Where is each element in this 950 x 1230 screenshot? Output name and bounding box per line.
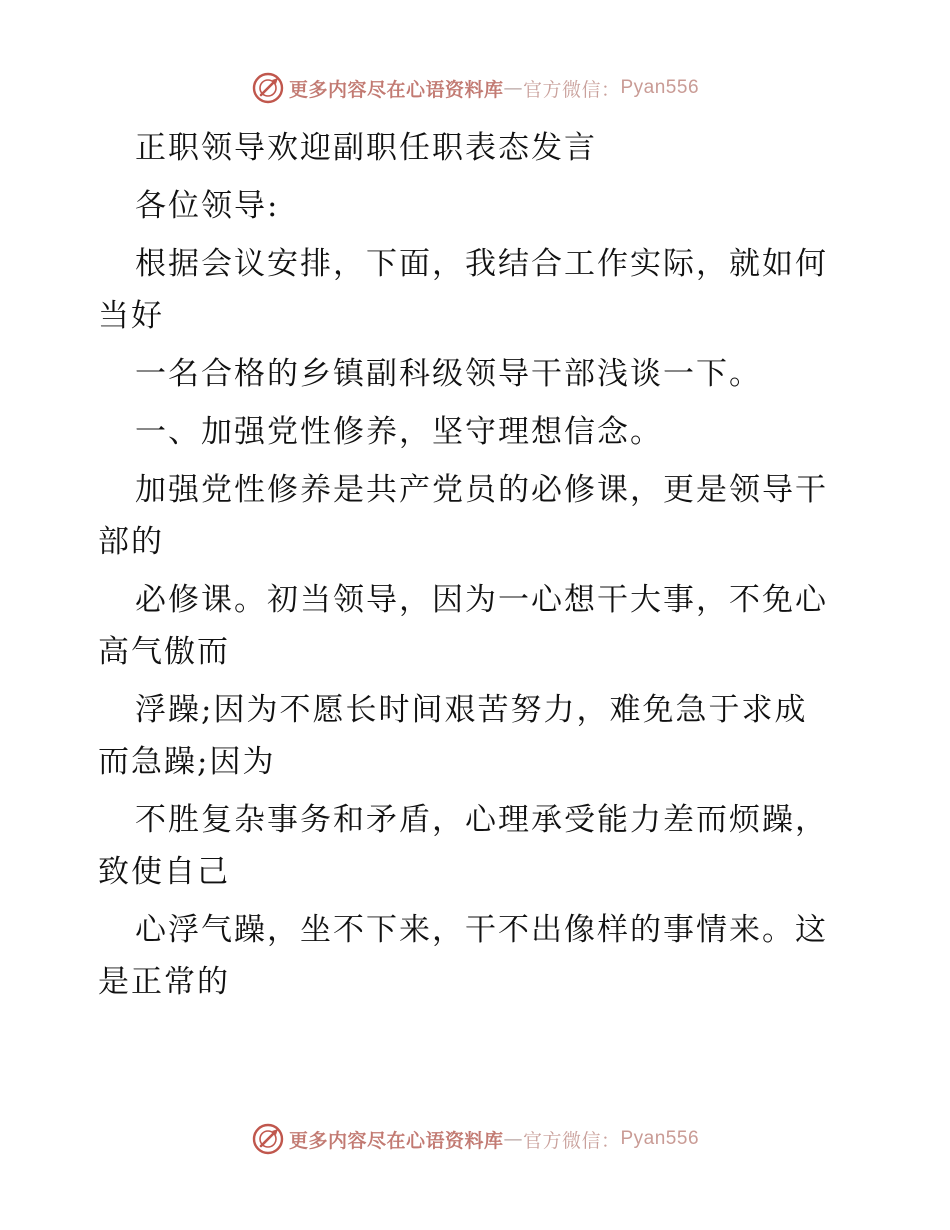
document-body [98,122,858,1014]
watermark-label: 官方微信： [522,78,621,101]
watermark-brand: 更多内容尽在心语资料库 [288,78,504,101]
paragraph: 一名合格的乡镇副科级领导干部浅谈一下。 [135,356,762,392]
watermark-wechat-id: Pyan556 [620,77,700,98]
header-watermark [0,68,950,108]
paragraph: 必修课。初当领导，因为一心想干大事，不免心 高气傲而 [98,582,828,670]
footer-watermark [0,1119,950,1159]
salutation: 各位领导: [135,188,280,224]
watermark-wechat-id: Pyan556 [620,1128,700,1149]
watermark-separator: — [503,77,523,99]
stamp-seal-icon [251,1122,285,1156]
document-title: 正职领导欢迎副职任职表态发言 [135,130,597,166]
paragraph: 根据会议安排，下面，我结合工作实际，就如何 当好 [98,246,828,334]
paragraph: 心浮气躁，坐不下来，干不出像样的事情来。这 是正常的 [98,912,828,1000]
paragraph: 浮躁;因为不愿长时间艰苦努力，难免急于求成 而急躁;因为 [98,692,808,780]
watermark-label: 官方微信： [522,1129,621,1152]
paragraph: 不胜复杂事务和矛盾，心理承受能力差而烦躁， 致使自己 [98,802,828,890]
watermark-brand: 更多内容尽在心语资料库 [288,1129,504,1152]
stamp-seal-icon [251,71,285,105]
paragraph: 加强党性修养是共产党员的必修课，更是领导干 部的 [98,472,828,560]
watermark-separator: — [503,1128,523,1150]
section-heading: 一、加强党性修养，坚守理想信念。 [135,414,663,450]
